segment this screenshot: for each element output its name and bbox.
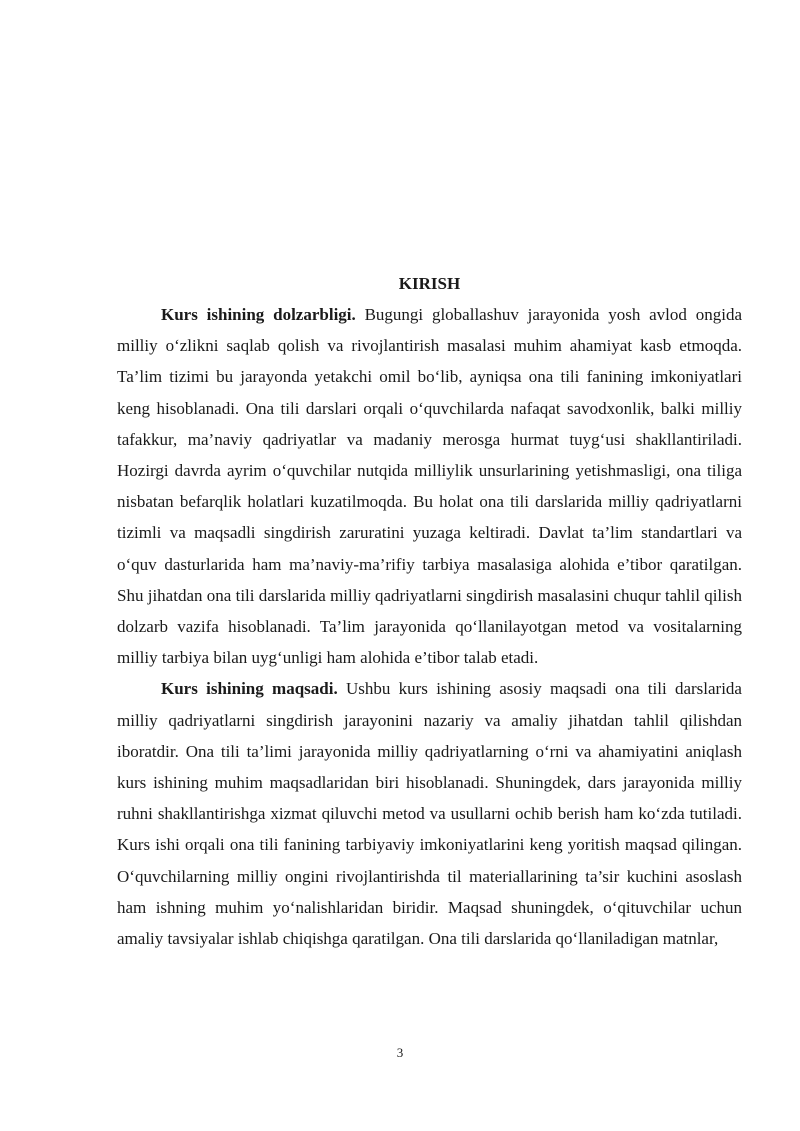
paragraph-lead: Kurs ishining maqsadi.	[161, 679, 338, 699]
paragraph-text: Bugungi globallashuv jarayonida yosh avlod ongida milliy o‘zlikni saqlab qolish va rivojlantirish masalasi muhim ahamiyat kasb etmoqda. Ta’lim tizimi bu jarayonda yetakchi omil bo‘lib, ayniqsa ona tili fanining imkoniyatlari keng hisoblanadi. Ona tili darslari orqali o‘quvchilarda nafaqat savodxonlik, balki milliy tafakkur, ma’naviy qadriyatlar va madaniy merosga hurmat tuyg‘usi shakllantiriladi. Hozirgi davrda ayrim o‘quvchilar nutqida milliylik unsurlarining yetishmasligi, ona tiliga nisbatan befarqlik holatlari kuzatilmoqda. Bu holat ona tili darslarida milliy qadriyatlarni tizimli va maqsadli singdirish zaruratini yuzaga keltiradi. Davlat ta’lim standartlari va o‘quv dasturlarida ham ma’naviy-ma’rifiy tarbiya masalasiga alohida e’tibor qaratilgan. Shu jihatdan ona tili darslarida milliy qadriyatlarni singdirish masalasini chuqur tahlil qilish dolzarb vazifa hisoblanadi. Ta’lim jarayonida qo‘llanilayotgan metod va vositalarning milliy tarbiya bilan uyg‘unligi ham alohida e’tibor talab etadi.	[117, 305, 742, 668]
page-number: 3	[396, 1045, 404, 1060]
paragraph-relevance	[117, 299, 742, 673]
paragraph-text: Ushbu kurs ishining asosiy maqsadi ona tili darslarida milliy qadriyatlarni singdirish jarayonini nazariy va amaliy jihatdan tahlil qilishdan iboratdir. Ona tili ta’limi jarayonida milliy qadriyatlarning o‘rni va ahamiyatini aniqlash kurs ishining muhim maqsadlaridan biri hisoblanadi. Shuningdek, dars jarayonida milliy ruhni shakllantirishga xizmat qiluvchi metod va usullarni ochib berish ham ko‘zda tutiladi. Kurs ishi orqali ona tili fanining tarbiyaviy imkoniyatlarini keng yoritish maqsad qilingan. O‘quvchilarning milliy ongini rivojlantirishda til materiallarining ta’sir kuchini asoslash ham ishning muhim yo‘nalishlaridan biridir. Maqsad shuningdek, o‘qituvchilar uchun amaliy tavsiyalar ishlab chiqishga qaratilgan. Ona tili darslarida qo‘llaniladigan matnlar,	[117, 679, 742, 949]
page-content	[117, 268, 742, 954]
paragraph-goal	[117, 673, 742, 954]
section-heading: KIRISH	[398, 274, 461, 293]
paragraph-lead: Kurs ishining dolzarbligi.	[161, 305, 356, 324]
